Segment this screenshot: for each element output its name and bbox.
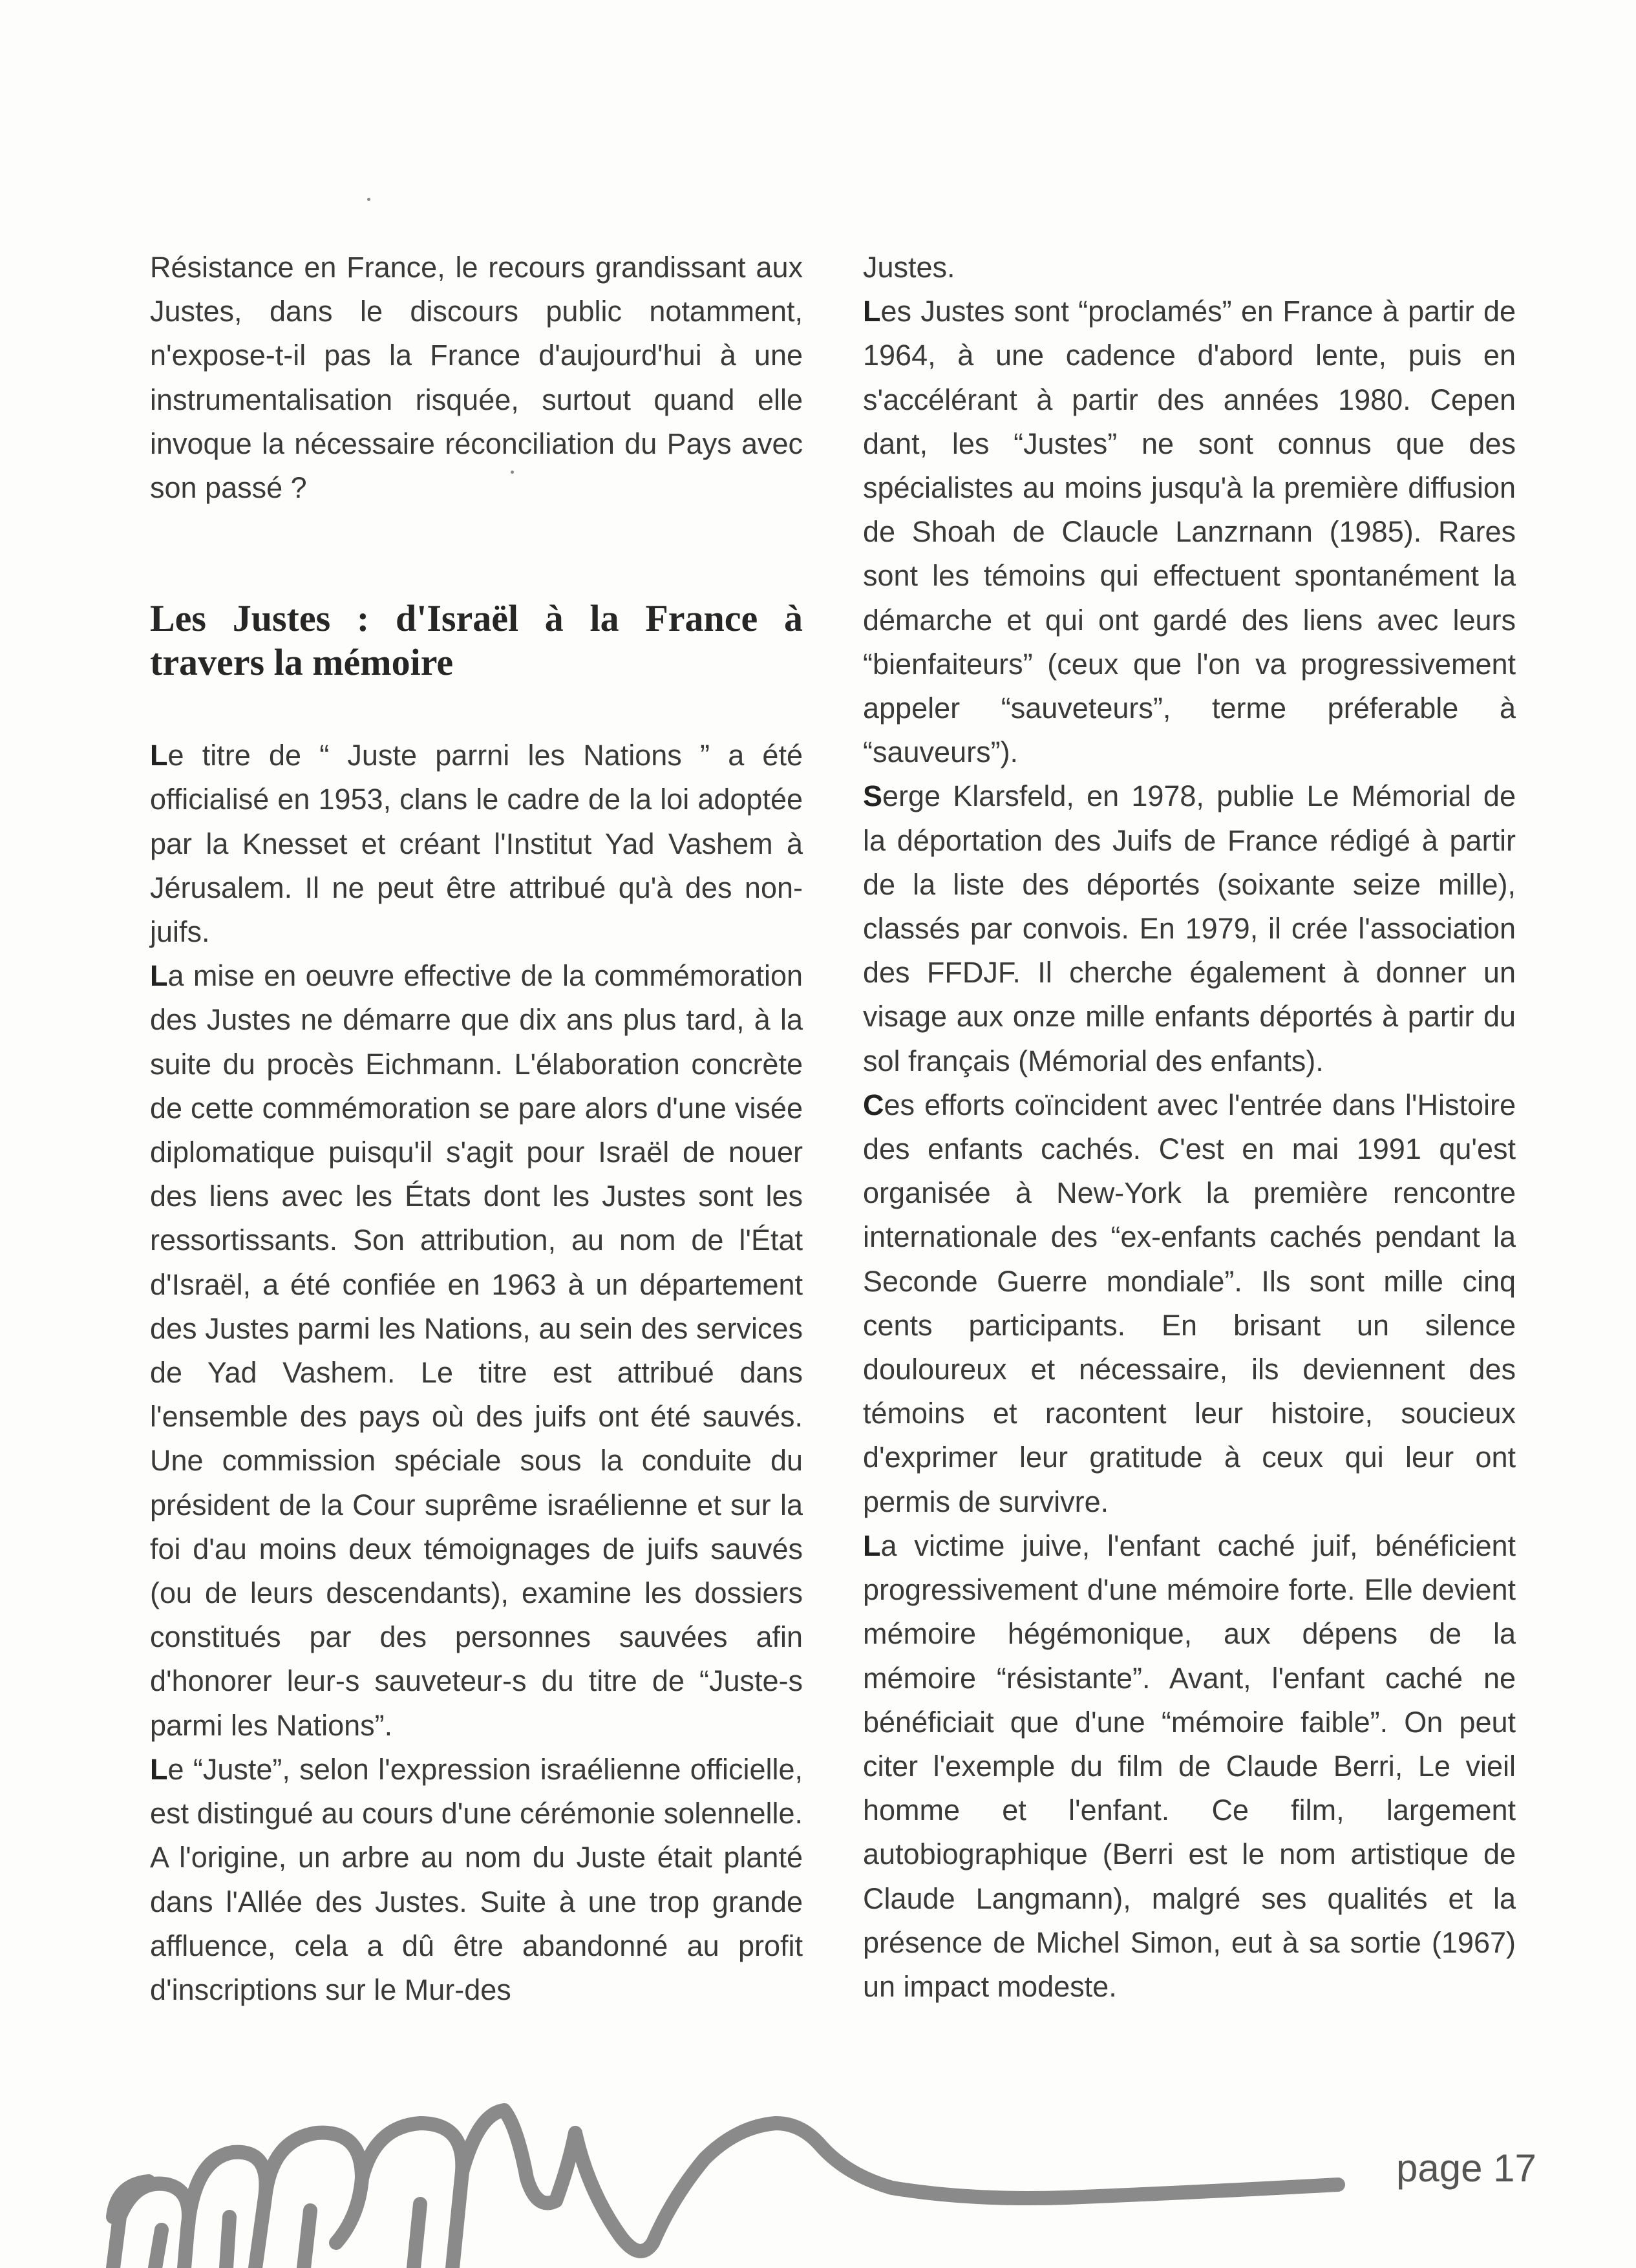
intro-paragraph: Résistance en France, le recours grandissant aux Justes, dans le discours public notamment, n'expose-t-il pas la France d'aujourd'hui à une instrumentalisation risquée, surtout quand elle invoque la nécessaire réconciliation du Pays avec son passé ? (150, 251, 803, 505)
dropcap: L (863, 1529, 881, 1562)
paragraph-text: a mise en oeuvre effective de la commémoration des Justes ne démarre que dix ans plus tard, à la suite du procès Eichmann. L'élaboration concrète de cette commémoration se pare alors d'une visée diplomatique puisqu'il s'agit pour Israël de nouer des liens avec les États dont les Justes sont les ressortissants. Son attribution, au nom de l'État d'Israël, a été confiée en 1963 à un département des Justes parmi les Nations, au sein des services de Yad Vashem. Le titre est attribué dans l'ensemble des pays où des juifs ont été sauvés. Une commission spéciale sous la conduite du président de la Cour suprême israélienne et sur la foi d'au moins deux témoignages de juifs sauvés (ou de leurs descendants), examine les dossiers constitués par des personnes sauvées afin d'honorer leur-s sauveteur-s du titre de “Juste-s parmi les Nations”. (150, 959, 803, 1742)
left-column (150, 246, 803, 2012)
scan-speck (367, 198, 370, 201)
dropcap: L (150, 739, 168, 772)
paragraph-text: e “Juste”, selon l'expression israélienne officielle, est distingué au cours d'une cérémonie solennelle. A l'origine, un arbre au nom du Juste était planté dans l'Allée des Justes. Suite à une trop grande affluence, cela a dû être abandonné au profit d'inscriptions sur le Mur-des (150, 1752, 803, 2006)
paragraph-commemoration (150, 954, 803, 1748)
right-column (863, 246, 1516, 2009)
paragraph-text: es Justes sont “proclamés” en France à partir de 1964, à une cadence d'abord lente, puis en s'accélérant à partir des années 1980. Cepen dant, les “Justes” ne sont connus que des spécialistes au moins jusqu'à la première diffusion de Shoah de Claucle Lanzrnann (1985). Rares sont les témoins qui effectuent spontanément la démarche et qui ont gardé des liens avec leurs “bienfaiteurs” (ceux que l'on va progressivement appeler “sauveteurs”, terme préferable à “sauveurs”). (863, 295, 1516, 769)
scribble-stroke (113, 2110, 1338, 2268)
paragraph-titre-juste (150, 734, 803, 954)
paragraph-proclames (863, 290, 1516, 774)
dropcap: L (863, 295, 881, 328)
section-heading: Les Justes : d'Israël à la France à travers la mémoire (150, 597, 803, 684)
dropcap: L (150, 959, 168, 993)
dropcap: L (150, 1752, 168, 1786)
paragraph-enfants-caches (863, 1083, 1516, 1524)
dropcap: C (863, 1088, 884, 1121)
scan-speck (511, 471, 514, 474)
paragraph-text: erge Klarsfeld, en 1978, publie Le Mémorial de la déportation des Juifs de France rédigé à partir de la liste des déportés (soixante seize mille), classés par convois. En 1979, il crée l'association des FFDJF. Il cherche également à donner un visage aux onze mille enfants déportés à partir du sol français (Mémorial des enfants). (863, 779, 1516, 1077)
paragraph-continuation: Justes. (863, 251, 955, 284)
paragraph-text: es efforts coïncident avec l'entrée dans l'Histoire des enfants cachés. C'est en mai 1991 qu'est organisée à New-York la première rencontre internationale des “ex-enfants cachés pendant la Seconde Guerre mondiale”. Ils sont mille cinq cents participants. En brisant un silence douloureux et nécessaire, ils deviennent des témoins et racontent leur histoire, soucieux d'exprimer leur gratitude à ceux qui leur ont permis de survivre. (863, 1088, 1516, 1518)
decorative-scribble (0, 2088, 1390, 2268)
paragraph-ceremonie (150, 1748, 803, 2012)
page-number: page 17 (1396, 2146, 1536, 2190)
paragraph-memoire (863, 1524, 1516, 2009)
paragraph-text: e titre de “ Juste parrni les Nations ” a été officialisé en 1953, clans le cadre de la loi adoptée par la Knesset et créant l'Institut Yad Vashem à Jérusalem. Il ne peut être attribué qu'à des non-juifs. (150, 739, 803, 949)
paragraph-text: a victime juive, l'enfant caché juif, bénéficient progressivement d'une mémoire forte. Elle devient mémoire hégémonique, aux dépens de la mémoire “résistante”. Avant, l'enfant caché ne bénéficiait que d'une “mémoire faible”. On peut citer l'exemple du film de Claude Berri, Le vieil homme et l'enfant. Ce film, largement autobiographique (Berri est le nom artistique de Claude Langmann), malgré ses qualités et la présence de Michel Simon, eut à sa sortie (1967) un impact modeste. (863, 1529, 1516, 2003)
paragraph-klarsfeld (863, 774, 1516, 1083)
dropcap: S (863, 779, 883, 813)
